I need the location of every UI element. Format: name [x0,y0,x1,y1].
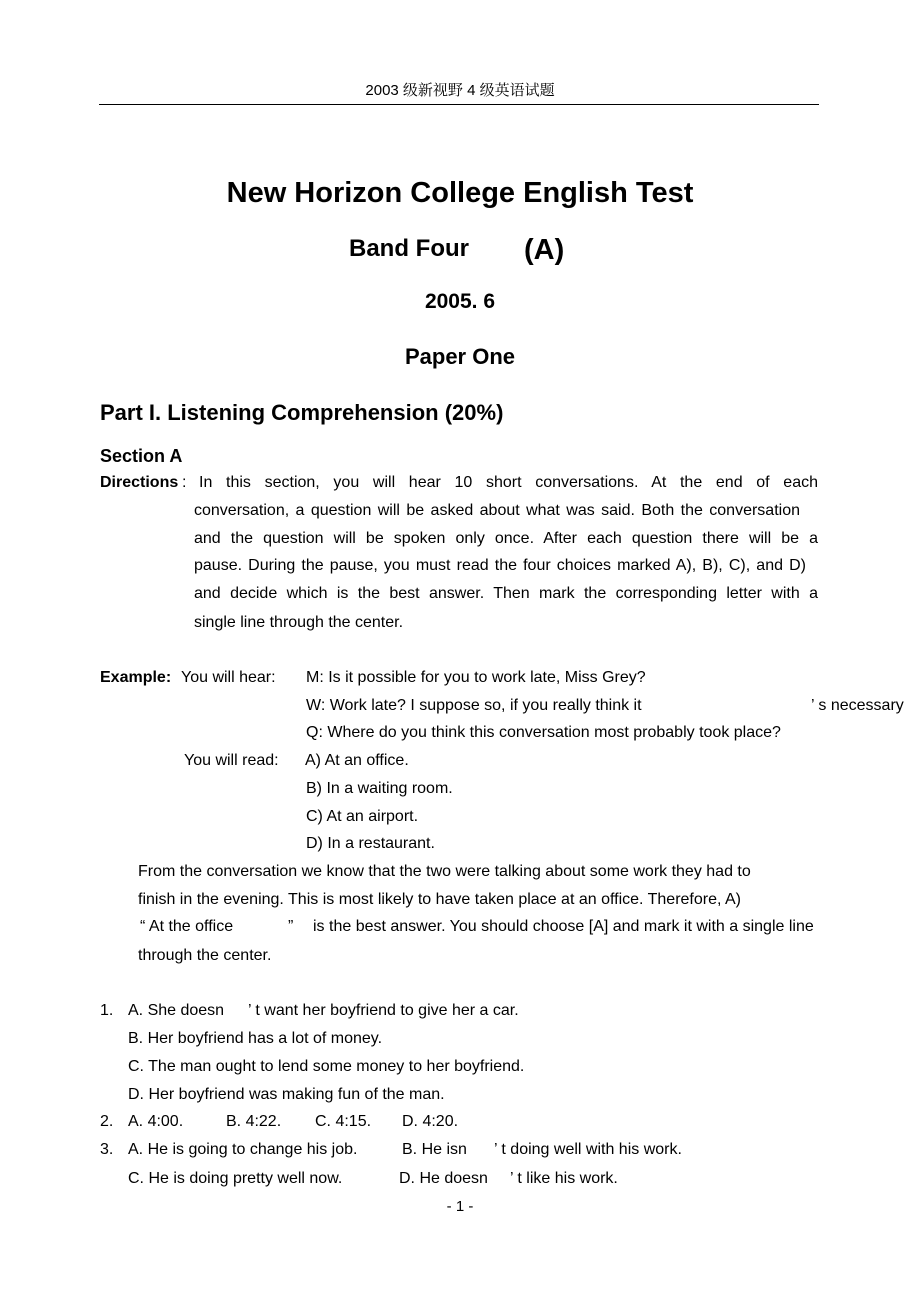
explanation-line: finish in the evening. This is most likely to have taken place at an office. Therefore, A) [138,891,741,908]
example-option: D) In a restaurant. [306,835,435,852]
dialogue-question: Q: Where do you think this conversation most probably took place? [306,724,781,741]
test-date: 2005. 6 [424,290,496,313]
q2-option-b: B. 4:22. [226,1113,282,1130]
q2-option-c: C. 4:15. [315,1113,372,1130]
directions-line: single line through the center. [194,614,404,631]
running-header: 2003 级新视野 4 级英语试题 [365,82,555,99]
q2-option-d: D. 4:20. [402,1113,459,1130]
q1-option-a: A. She doesn [128,1002,225,1019]
you-will-hear-label: You will hear: [181,669,276,686]
question-number: 3. [100,1141,114,1158]
explanation-line: is the best answer. You should choose [A] and mark it with a single line [313,918,814,935]
header-divider [99,104,819,105]
dialogue-woman-end: ’ s necessary [811,697,904,714]
directions-line: pause. During the pause, you must read the four choices marked A), B), C), and D) [194,557,806,574]
example-option: B) In a waiting room. [306,780,453,797]
q1-option-b: B. Her boyfriend has a lot of money. [128,1030,383,1047]
directions-label: Directions [100,474,179,491]
paper-title: Paper One [404,344,516,369]
q3-option-a: A. He is going to change his job. [128,1141,358,1158]
section-heading: Section A [100,446,183,466]
directions-line: and decide which is the best answer. Then mark the corresponding letter with a [194,585,818,602]
question-number: 2. [100,1113,114,1130]
q1-option-c: C. The man ought to lend some money to her boyfriend. [128,1058,525,1075]
explanation-line: From the conversation we know that the two were talking about some work they had to [138,863,751,880]
example-option: A) At an office. [305,752,409,769]
q3-option-d-end: ’ t like his work. [510,1170,618,1187]
directions-line: conversation, a question will be asked about what was said. Both the conversation [194,502,800,519]
q1-option-d: D. Her boyfriend was making fun of the man. [128,1086,445,1103]
directions-colon: : [182,474,187,491]
q3-option-b-end: ’ t doing well with his work. [494,1141,682,1158]
part-heading: Part I. Listening Comprehension (20%) [100,400,504,425]
q3-option-c: C. He is doing pretty well now. [128,1170,343,1187]
test-title: New Horizon College English Test [226,177,694,209]
q3-option-b: B. He isn [402,1141,467,1158]
explanation-quote-close: ” [288,918,294,935]
q3-option-d: D. He doesn [399,1170,488,1187]
directions-line: In this section, you will hear 10 short conversations. At the end of each [199,474,818,491]
dialogue-man: M: Is it possible for you to work late, Miss Grey? [306,669,646,686]
you-will-read-label: You will read: [184,752,279,769]
example-label: Example: [100,669,172,686]
version-label: (A) [524,234,565,266]
explanation-quote-open: “ At the office [140,918,234,935]
question-number: 1. [100,1002,114,1019]
explanation-line: through the center. [138,947,272,964]
q2-option-a: A. 4:00. [128,1113,184,1130]
example-option: C) At an airport. [306,808,419,825]
dialogue-woman: W: Work late? I suppose so, if you really think it [306,697,642,714]
band-label: Band Four [349,235,469,262]
page-number: - 1 - [446,1198,474,1215]
directions-line: and the question will be spoken only once. After each question there will be a [194,530,818,547]
q1-option-a-end: ’ t want her boyfriend to give her a car. [248,1002,519,1019]
